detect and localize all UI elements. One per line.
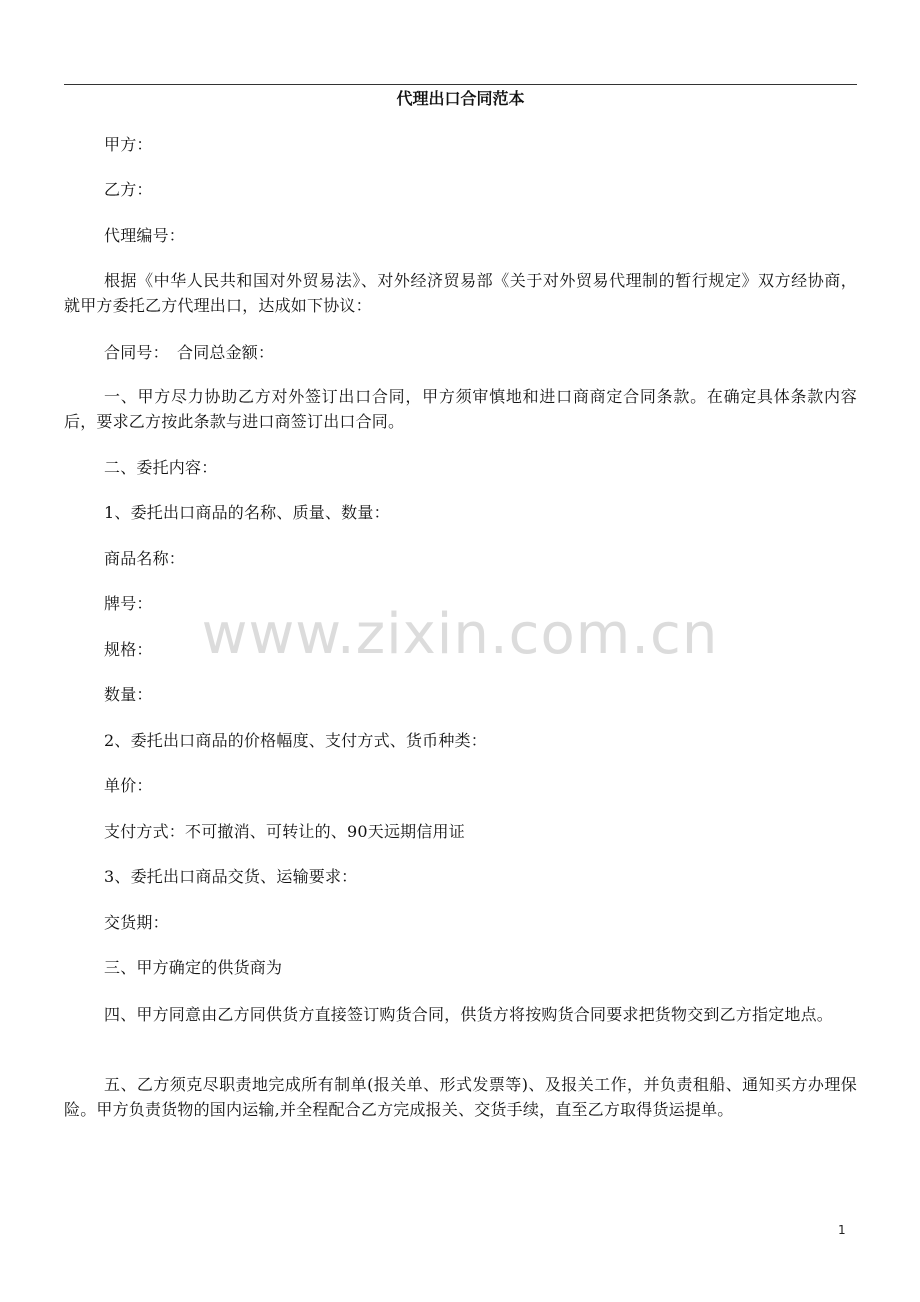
page-number: 1: [838, 1223, 846, 1237]
paragraph-contract-number: 合同号： 合同总金额：: [104, 343, 275, 362]
watermark: www.zixin.com.cn: [201, 602, 719, 667]
paragraph-party-b: 乙方：: [104, 180, 153, 199]
paragraph-item-2: 2、委托出口商品的价格幅度、支付方式、货币种类：: [104, 731, 487, 750]
paragraph-agency-number: 代理编号：: [104, 226, 186, 245]
paragraph-brand: 牌号：: [104, 594, 153, 613]
paragraph-spec: 规格：: [104, 640, 153, 659]
paragraph-quantity: 数量：: [104, 685, 153, 704]
paragraph-delivery-date: 交货期：: [104, 913, 169, 932]
paragraph-party-a: 甲方：: [104, 135, 153, 154]
paragraph-clause-2: 二、委托内容：: [104, 458, 218, 477]
paragraph-item-1: 1、委托出口商品的名称、质量、数量：: [104, 503, 390, 522]
paragraph-item-3: 3、委托出口商品交货、运输要求：: [104, 867, 358, 886]
paragraph-unit-price: 单价：: [104, 776, 153, 795]
paragraph-payment: 支付方式：不可撤消、可转让的、90天远期信用证: [104, 822, 465, 841]
paragraph-preamble: 根据《中华人民共和国对外贸易法》、对外经济贸易部《关于对外贸易代理制的暂行规定》双方经协商，就甲方委托乙方代理出口，达成如下协议：: [64, 271, 857, 315]
document-title: 代理出口合同范本: [396, 89, 525, 108]
paragraph-clause-5: 五、乙方须克尽职责地完成所有制单(报关单、形式发票等)、及报关工作，并负责租船、通知买方办理保险。甲方负责货物的国内运输,并全程配合乙方完成报关、交货手续，直至乙方取得货运提单。: [64, 1075, 857, 1119]
paragraph-clause-4: 四、甲方同意由乙方同供货方直接签订购货合同，供货方将按购货合同要求把货物交到乙方指定地点。: [104, 1005, 834, 1024]
paragraph-clause-1: 一、甲方尽力协助乙方对外签订出口合同，甲方须审慎地和进口商商定合同条款。在确定具体条款内容后，要求乙方按此条款与进口商签订出口合同。: [64, 387, 857, 431]
paragraph-product-name: 商品名称：: [104, 549, 186, 568]
paragraph-clause-3: 三、甲方确定的供货商为: [104, 958, 283, 977]
header-rule: [64, 84, 857, 85]
